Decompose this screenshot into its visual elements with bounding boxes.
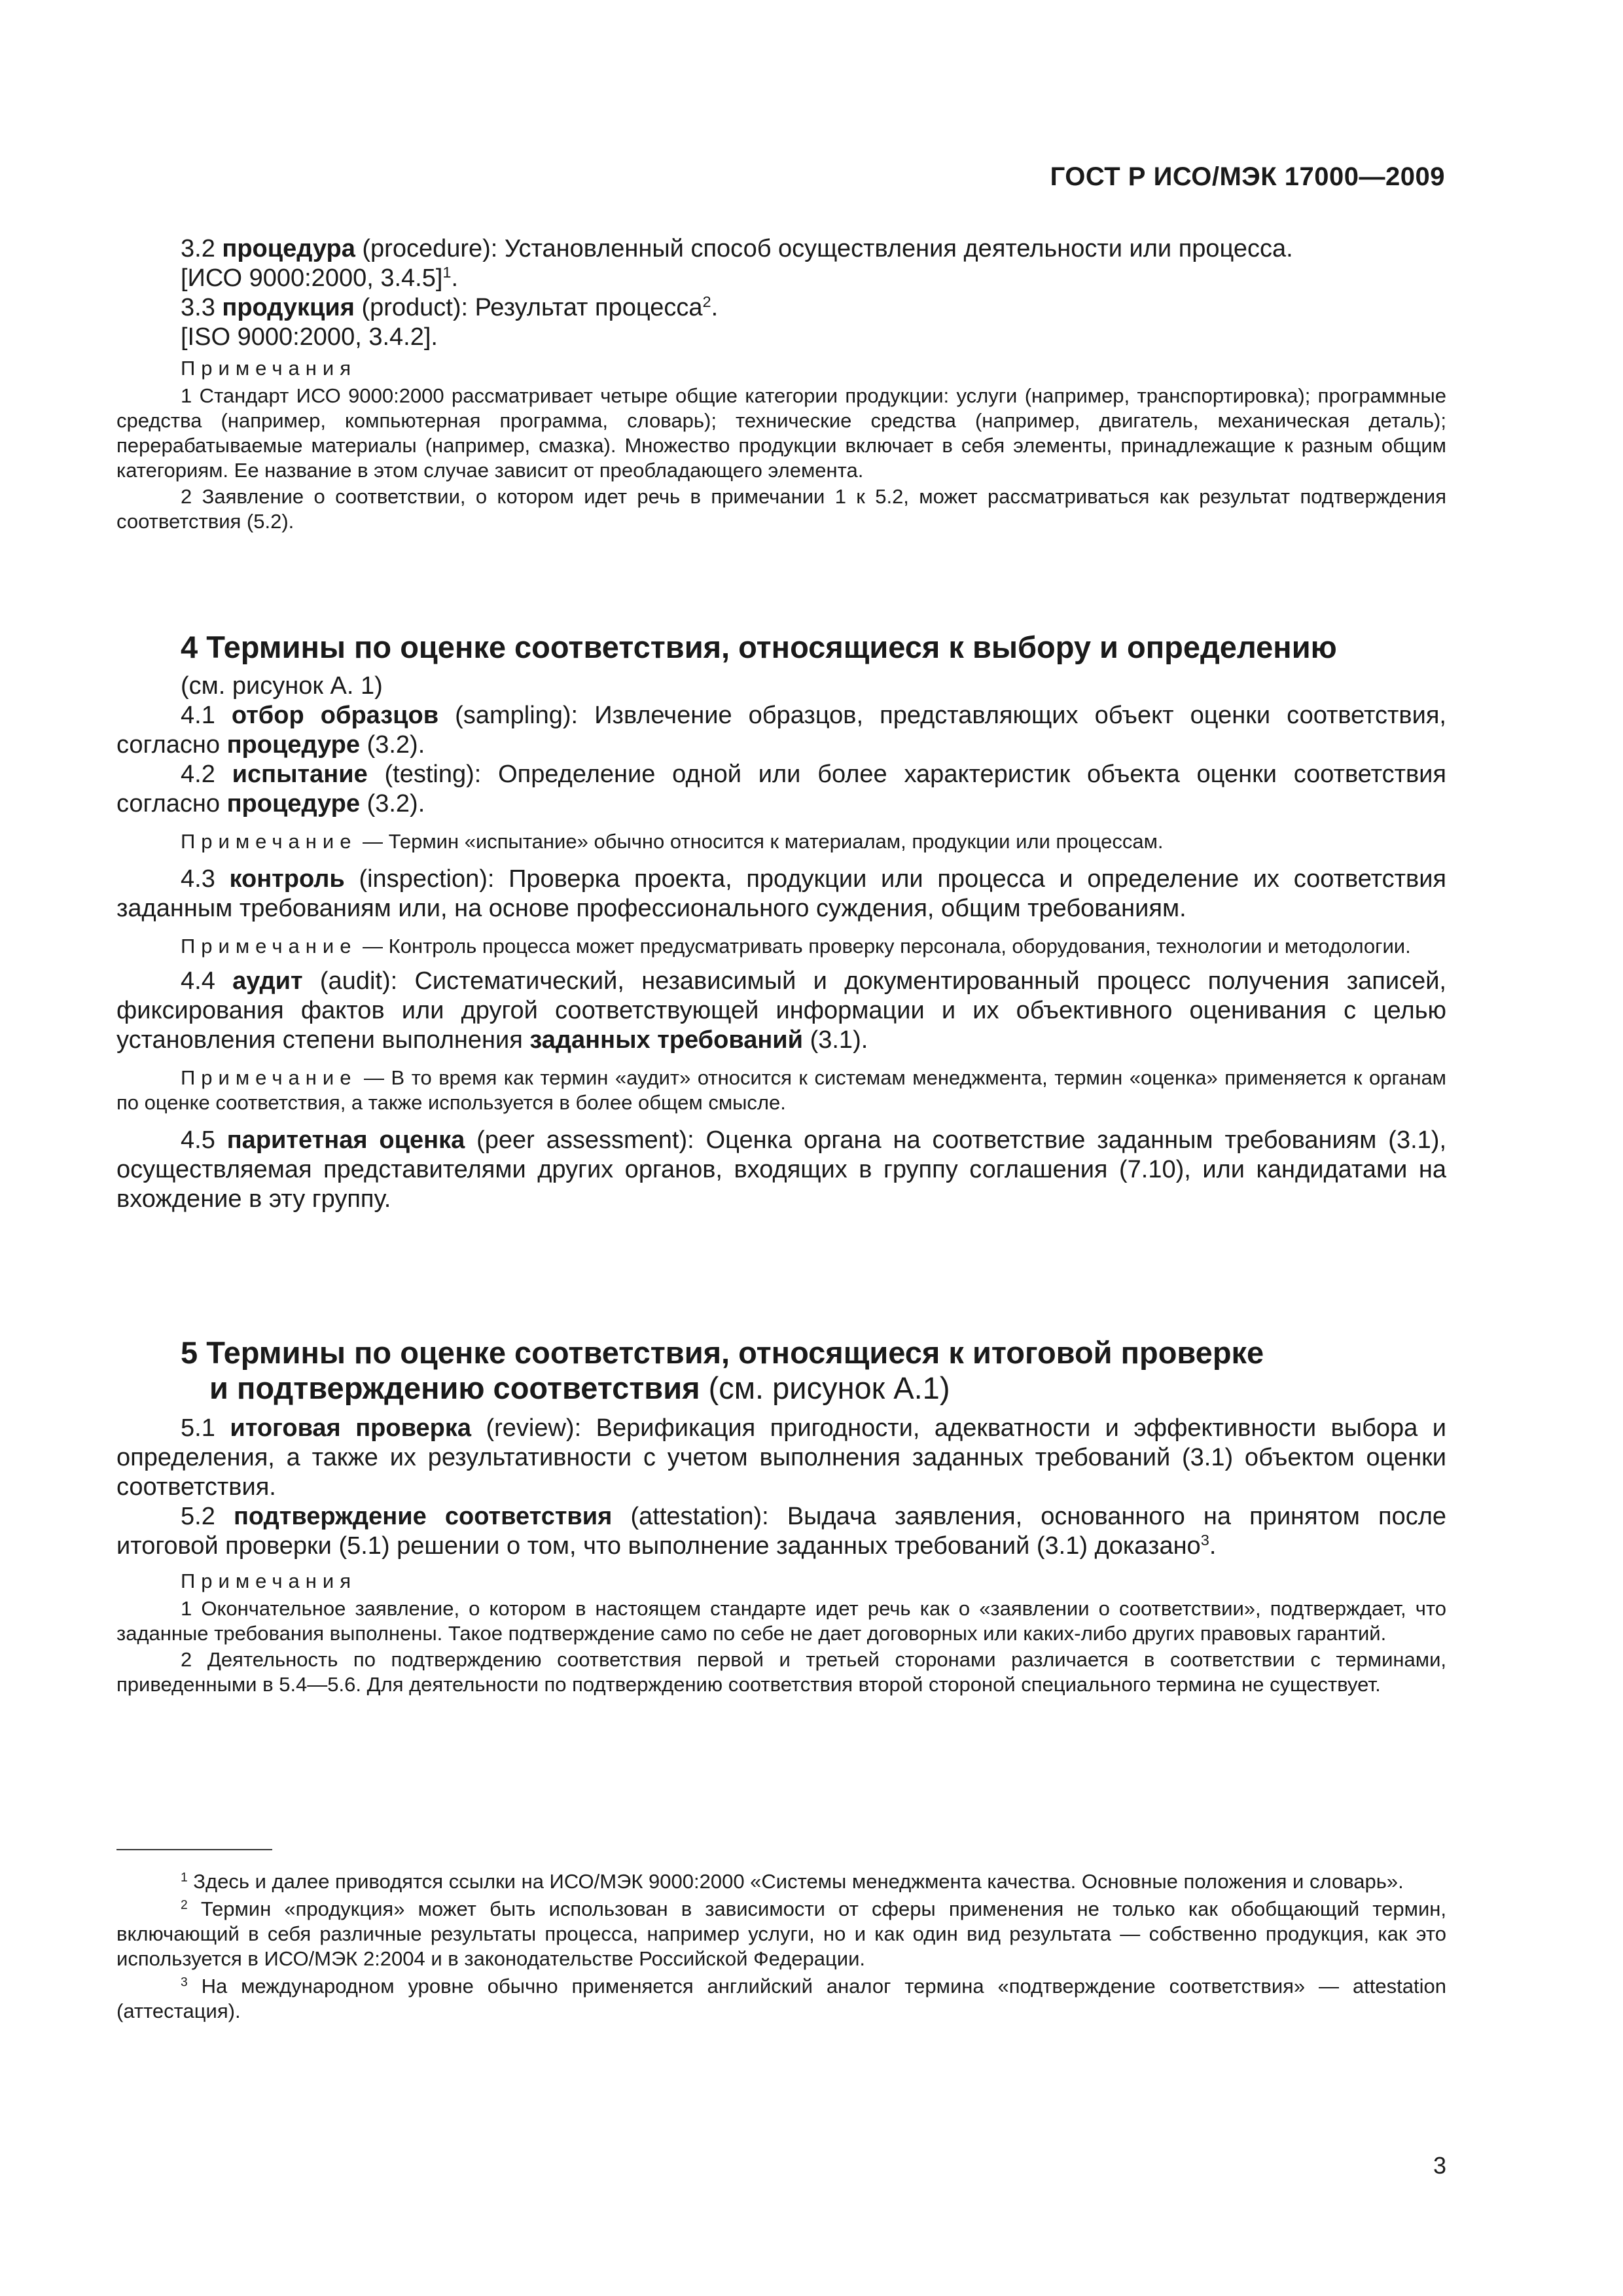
footnote-ref-2: 2 (702, 293, 711, 311)
section-5-title: 5 Термины по оценке соответствия, относящиеся к итоговой проверке и подтверждению соответствия (см. рисунок А.1) (181, 1335, 1264, 1405)
note-2: 2 Заявление о соответствии, о котором идет речь в примечании 1 к 5.2, может рассматриваться как результат подтверждения соответствия (5.2). (116, 485, 1446, 533)
term-4-4: 4.4 аудит (audit): Систематический, независимый и документированный процесс получения записей, фиксирования фактов или другой соответствующей информации и их объективного оценивания с целью установления степени выполнения заданных требований (3.1). (116, 967, 1446, 1054)
notes-title: Примечания (181, 357, 357, 380)
term-3-2: 3.2 процедура (procedure): Установленный способ осуществления деятельности или процесса. (181, 235, 1293, 262)
footnote-2: $^2$ Термин «продукция» может быть использован в зависимости от сферы применения не только как обобщающий термин, включающий в себя различные результаты процесса, например услуги, но и как один вид результата — собственно продукция, как это используется в ИСО/МЭК 2:2004 и в законодательстве Российской Федерации. (116, 1897, 1446, 1970)
section-4-title: 4 Термины по оценке соответствия, относящиеся к выбору и определению (181, 630, 1337, 664)
footnote-3: $^3$ На международном уровне обычно применяется английский аналог термина «подтверждение соответствия» — attestation (аттестация). (116, 1975, 1446, 2022)
note-4-4: Примечание — В то время как термин «аудит» относится к системам менеджмента, термин «оценка» применяется к органам по оценке соответствия, а также используется в более общем смысле. (116, 1066, 1446, 1114)
notes-title: Примечания (181, 1570, 357, 1592)
section-4 (116, 630, 1446, 1214)
note-1: 1 Окончательное заявление, о котором в настоящем стандарте идет речь как о «заявлении о соответствии», подтверждает, что заданные требования выполнены. Такое подтверждение само по себе не дает договорных или каких-либо других правовых гарантий. (116, 1597, 1446, 1645)
footnotes (116, 1869, 1446, 2024)
term-3-3: 3.3 продукция (product): Результат процесса$^2$. (181, 293, 719, 321)
section-5 (116, 1335, 1446, 1697)
term-5-1: 5.1 итоговая проверка (review): Верификация пригодности, адекватности и эффективности выбора и определения, а также их результативности с учетом выполнения заданных требований (3.1) объектом оценки соответствия. (116, 1414, 1446, 1501)
note-1: 1 Стандарт ИСО 9000:2000 рассматривает четыре общие категории продукции: услуги (например, транспортировка); программные средства (например, компьютерная программа, словарь); технические средства (например, двигатель, механическая деталь); перерабатываемые материалы (например, смазка). Множество продукции включает в себя элементы, принадлежащие к разным общим категориям. Ее название в этом случае зависит от преобладающего элемента. (116, 384, 1446, 482)
footnote-ref-3: 3 (1200, 1532, 1209, 1549)
footnote-1: $^1$ Здесь и далее приводятся ссылки на ИСО/МЭК 9000:2000 «Системы менеджмента качества. Основные положения и словарь». (181, 1870, 1404, 1893)
term-3-2-ref: [ИСО 9000:2000, 3.4.5]$^1$. (181, 264, 459, 292)
page-number: 3 (1433, 2152, 1446, 2179)
term-3-3-name: продукция (222, 294, 355, 321)
term-3-3-ref: [ISO 9000:2000, 3.4.2]. (181, 323, 438, 351)
document-header: ГОСТ Р ИСО/МЭК 17000—2009 (1050, 162, 1445, 191)
section-3-continued (116, 234, 1446, 534)
footnote-separator (116, 1849, 272, 1850)
term-4-3: 4.3 контроль (inspection): Проверка проекта, продукции или процесса и определение их соответствия заданным требованиям или, на основе профессионального суждения, общим требованиям. (116, 865, 1446, 922)
term-4-5: 4.5 паритетная оценка (peer assessment): Оценка органа на соответствие заданным требованиям (3.1), осуществляемая представителями других органов, входящих в группу соглашения (7.10), или кандидатами на вхождение в эту группу. (116, 1126, 1447, 1213)
term-4-1: 4.1 отбор образцов (sampling): Извлечение образцов, представляющих объект оценки соответствия, согласно процедуре (3.2). (116, 702, 1446, 759)
term-4-2: 4.2 испытание (testing): Определение одной или более характеристик объекта оценки соответствия согласно процедуре (3.2). (116, 761, 1446, 817)
note-4-2: Примечание — Термин «испытание» обычно относится к материалам, продукции или процессам. (181, 830, 1164, 853)
note-2: 2 Деятельность по подтверждению соответствия первой и третьей сторонами различается в соответствии с терминами, приведенными в 5.4—5.6. Для деятельности по подтверждению соответствия второй стороной специального термина не существует. (116, 1648, 1446, 1696)
term-5-2: 5.2 подтверждение соответствия (attestation): Выдача заявления, основанного на принятом после итоговой проверки (5.1) решении о том, что выполнение заданных требований (3.1) доказано$^3$. (116, 1503, 1447, 1560)
term-3-2-name: процедура (222, 235, 355, 262)
footnote-ref-1: 1 (442, 264, 452, 281)
section-4-figure-ref: (см. рисунок А. 1) (181, 672, 383, 700)
note-4-3: Примечание — Контроль процесса может предусматривать проверку персонала, оборудования, технологии и методологии. (181, 935, 1411, 958)
